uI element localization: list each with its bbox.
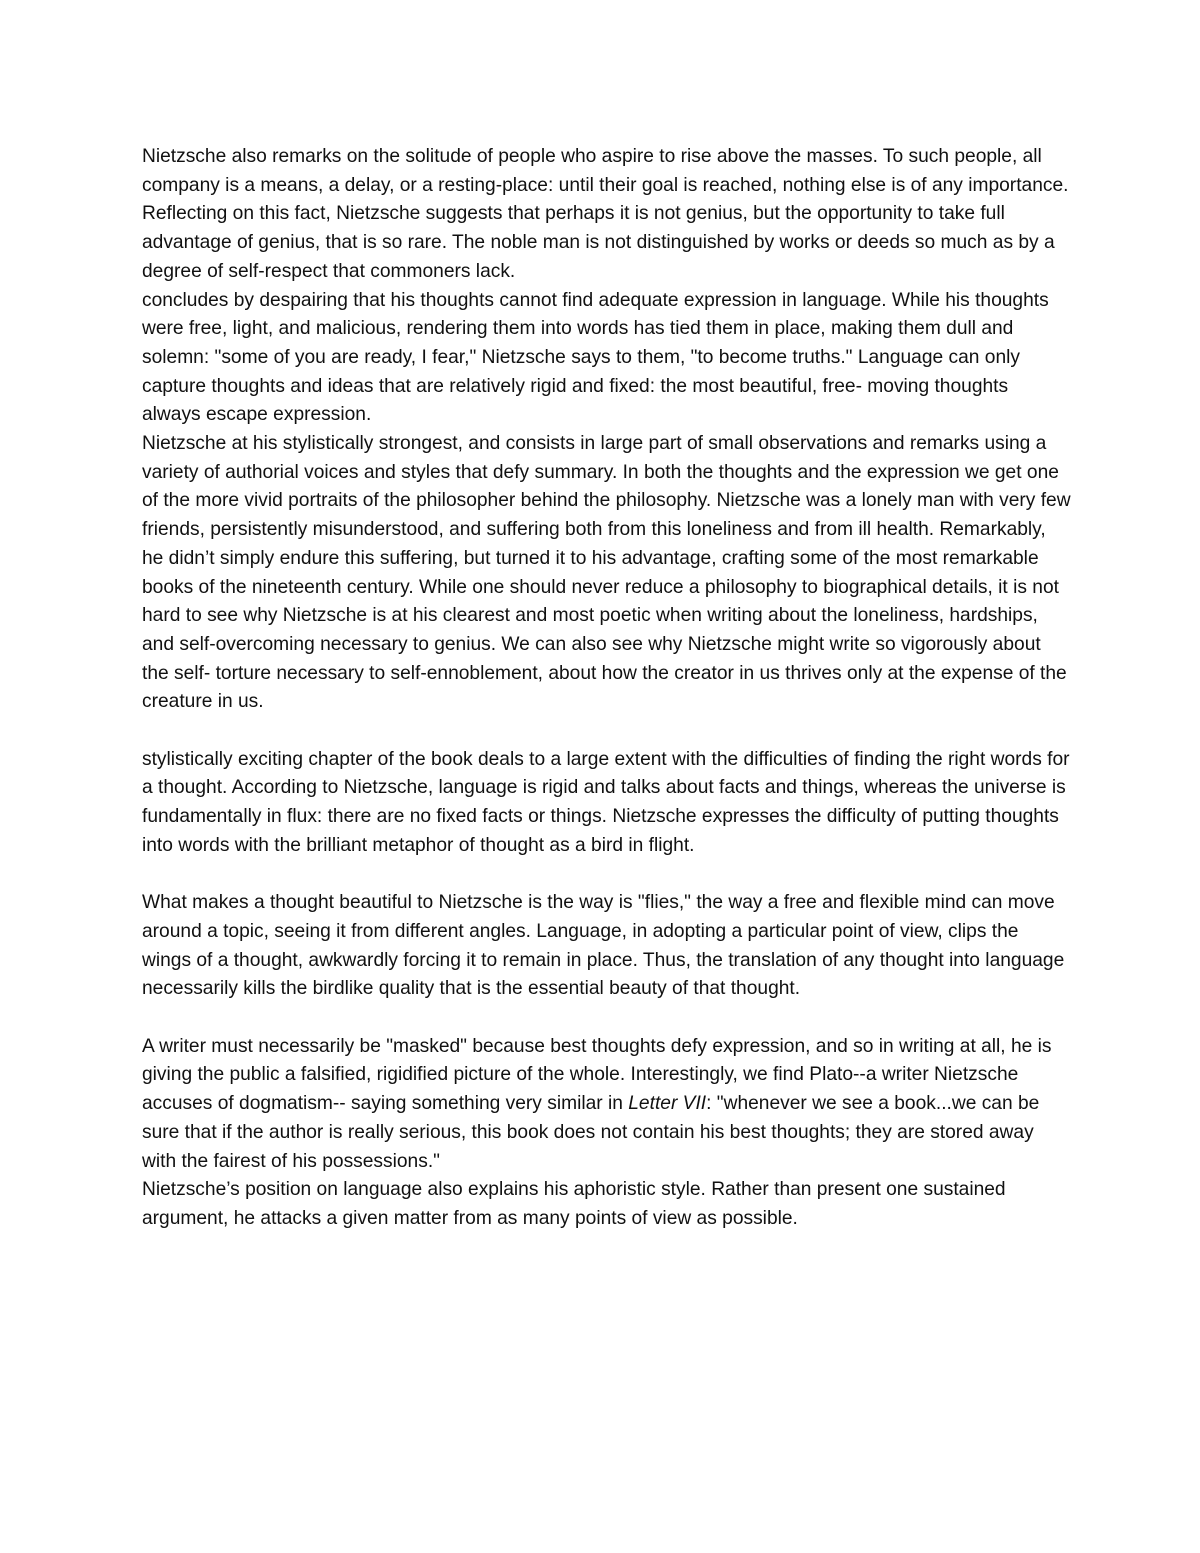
paragraph-spacer [142, 1004, 1072, 1033]
masked-writer-text-start: A writer must necessarily be "masked" because best thoughts defy expression, and so in writing at all, he is giving the public a falsified, rigidified picture of the whole. Interestingly, we find Plato--a writer Nietzsche accuses of dogmatism-- saying something very similar in [142, 1035, 1052, 1115]
paragraph-solitude: Nietzsche also remarks on the solitude of people who aspire to rise above the masses. To such people, all company is a means, a delay, or a resting-place: until their goal is reached, nothing else is of any importance. Reflecting on this fact, Nietzsche suggests that perhaps it is not genius, but the opportunity to take full advantage of genius, that is so rare. The noble man is not distinguished by works or deeds so much as by a degree of self-respect that commoners lack. [142, 146, 1069, 282]
letter-vii-title: Letter VII [628, 1093, 707, 1115]
paragraph-right-words: stylistically exciting chapter of the book deals to a large extent with the difficulties of finding the right words for a thought. According to Nietzsche, language is rigid and talks about facts and things, whereas the universe is fundamentally in flux: there are no fixed facts or things. Nietzsche expresses the difficulty of putting thoughts into words with the brilliant metaphor of thought as a bird in flight. [142, 748, 1070, 856]
paragraph-language-expression: concludes by despairing that his thoughts cannot find adequate expression in language. While his thoughts were free, light, and malicious, rendering them into words has tied them in place, making them dull and solemn: "some of you are ready, I fear," Nietzsche says to them, "to become truths." Language can only capture thoughts and ideas that are relatively rigid and fixed: the most beautiful, free- moving thoughts always escape expression. [142, 289, 1049, 426]
paragraph-spacer [142, 861, 1072, 890]
paragraph-thought-flies: What makes a thought beautiful to Nietzsche is the way is "flies," the way a free and flexible mind can move around a topic, seeing it from different angles. Language, in adopting a particular point of view, clips the wings of a thought, awkwardly forcing it to remain in place. Thus, the translation of any thought into language necessarily kills the birdlike quality that is the essential beauty of that thought. [142, 892, 1065, 1000]
masked-writer-text-end: : "whenever we see a book...we can be sure that if the author is really serious, this book does not contain his best thoughts; they are stored away with the fairest of his possessions." [142, 1093, 1040, 1172]
paragraph-masked-writer [142, 1033, 1072, 1177]
document-page [142, 143, 1072, 1234]
paragraph-spacer [142, 717, 1072, 746]
paragraph-stylistic-portrait: Nietzsche at his stylistically strongest, and consists in large part of small observations and remarks using a variety of authorial voices and styles that defy summary. In both the thoughts and the expression we get one of the more vivid portraits of the philosopher behind the philosophy. Nietzsche was a lonely man with very few friends, persistently misunderstood, and suffering both from this loneliness and from ill health. Remarkably, he didn’t simply endure this suffering, but turned it to his advantage, crafting some of the most remarkable books of the nineteenth century. While one should never reduce a philosophy to biographical details, it is not hard to see why Nietzsche is at his clearest and most poetic when writing about the loneliness, hardships, and self-overcoming necessary to genius. We can also see why Nietzsche might write so vigorously about the self- torture necessary to self-ennoblement, about how the creator in us thrives only at the expense of the creature in us. [142, 433, 1071, 713]
paragraph-aphoristic-style: Nietzsche’s position on language also explains his aphoristic style. Rather than present one sustained argument, he attacks a given matter from as many points of view as possible. [142, 1179, 1006, 1229]
